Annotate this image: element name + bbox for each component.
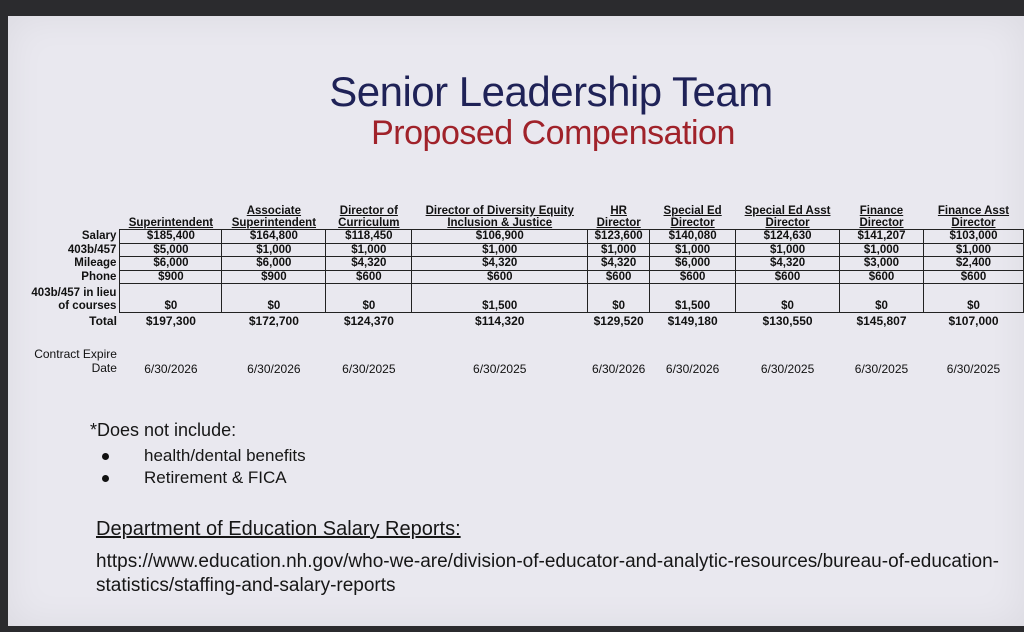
slide-subtitle: Proposed Compensation (371, 114, 735, 152)
table-cell: $0 (736, 284, 840, 313)
expire-cell: 6/30/2025 (946, 361, 1001, 375)
expire-cell: 6/30/2025 (854, 361, 909, 375)
table-cell: $1,000 (588, 243, 650, 257)
table-row (16, 243, 1024, 257)
table-cell: $0 (840, 284, 924, 313)
row-label: 403b/457 in lieu of courses (31, 286, 117, 312)
header-row (16, 191, 1024, 230)
total-cell: $124,370 (343, 314, 394, 328)
table-cell: $6,000 (120, 257, 222, 271)
source-url[interactable]: https://www.education.nh.gov/who-we-are/division-of-educator-and-analytic-resources/bureau-of-education-statistics/staffing-and-salary-reports (96, 551, 999, 596)
table-cell: $140,080 (650, 230, 736, 244)
table-cell: $118,450 (326, 230, 412, 244)
column-header: Finance Director (859, 205, 904, 229)
table-cell: $4,320 (588, 257, 650, 271)
column-header: Special Ed Asst Director (744, 205, 831, 229)
table-cell: $185,400 (120, 230, 222, 244)
table-cell: $2,400 (923, 257, 1023, 271)
column-header: Associate Superintendent (231, 205, 317, 229)
table-row (16, 284, 1024, 313)
table-cell: $4,320 (736, 257, 840, 271)
table-row (16, 257, 1024, 271)
table-cell: $600 (923, 270, 1023, 284)
table-cell: $1,000 (840, 243, 924, 257)
total-row (16, 313, 1024, 336)
table-row (16, 270, 1024, 284)
table-cell: $164,800 (222, 230, 326, 244)
table-cell: $1,500 (412, 284, 588, 313)
table-cell: $600 (412, 270, 588, 284)
column-header: Special Ed Director (663, 205, 722, 229)
table-cell: $600 (326, 270, 412, 284)
slide-title: Senior Leadership Team (329, 68, 773, 115)
slide (8, 16, 1024, 626)
total-cell: $172,700 (248, 314, 299, 328)
table-cell: $600 (650, 270, 736, 284)
table-cell: $1,000 (736, 243, 840, 257)
total-cell: $129,520 (593, 314, 644, 328)
expire-cell: 6/30/2026 (591, 361, 646, 375)
expire-cell: 6/30/2025 (473, 361, 527, 375)
table-cell: $1,000 (650, 243, 736, 257)
total-cell: $145,807 (856, 314, 907, 328)
table-cell: $1,000 (326, 243, 412, 257)
row-label: Mileage (74, 257, 117, 269)
expire-cell: 6/30/2026 (247, 361, 301, 375)
list-item: health/dental benefits (144, 446, 306, 465)
table-cell: $6,000 (650, 257, 736, 271)
table-cell: $0 (120, 284, 222, 313)
column-header: Director of Diversity Equity Inclusion & Justice (425, 205, 574, 229)
exclusions-note (90, 420, 306, 489)
row-label: Salary (81, 230, 117, 242)
column-header: Finance Asst Director (937, 205, 1010, 229)
table-cell: $123,600 (588, 230, 650, 244)
expire-cell: 6/30/2025 (760, 361, 815, 375)
table-cell: $0 (222, 284, 326, 313)
list-item: Retirement & FICA (144, 467, 306, 489)
row-label: Total (89, 313, 117, 328)
total-cell: $114,320 (475, 314, 525, 328)
table-cell: $3,000 (840, 257, 924, 271)
table-cell: $0 (588, 284, 650, 313)
column-header: Director of Curriculum (338, 205, 400, 229)
table-cell: $0 (326, 284, 412, 313)
total-cell: $197,300 (145, 314, 196, 328)
table-cell: $6,000 (222, 257, 326, 271)
expire-cell: 6/30/2026 (144, 361, 198, 375)
expire-cell: 6/30/2026 (665, 361, 720, 375)
table-cell: $1,000 (412, 243, 588, 257)
total-cell: $130,550 (762, 314, 813, 328)
exclusions-list (90, 445, 306, 489)
total-cell: $107,000 (948, 314, 999, 328)
row-label: Phone (81, 270, 117, 283)
row-label: 403b/457 (67, 243, 117, 256)
table-cell: $1,500 (650, 284, 736, 313)
table-cell: $0 (923, 284, 1023, 313)
table-cell: $600 (736, 270, 840, 284)
header-corner (16, 191, 120, 230)
exclusions-heading: *Does not include: (90, 420, 237, 440)
table-cell: $4,320 (412, 257, 588, 271)
table-cell: $600 (588, 270, 650, 284)
source-title: Department of Education Salary Reports: (96, 518, 461, 540)
table-cell: $1,000 (923, 243, 1023, 257)
row-label: Contract Expire Date (34, 347, 117, 375)
column-header: Superintendent (128, 217, 214, 229)
table-cell: $900 (222, 270, 326, 284)
expire-cell: 6/30/2025 (342, 361, 396, 375)
table-cell: $600 (840, 270, 924, 284)
total-cell: $149,180 (667, 314, 718, 328)
table-cell: $106,900 (412, 230, 588, 244)
table-cell: $141,207 (840, 230, 924, 244)
contract-expire-row (16, 335, 1024, 375)
table-cell: $5,000 (120, 243, 222, 257)
compensation-table (16, 191, 1024, 375)
table-cell: $1,000 (222, 243, 326, 257)
table-cell: $103,000 (923, 230, 1023, 244)
table-cell: $124,630 (736, 230, 840, 244)
table-cell: $4,320 (326, 257, 412, 271)
table-cell: $900 (120, 270, 222, 284)
column-header: HR Director (596, 205, 641, 229)
table-row (16, 230, 1024, 244)
